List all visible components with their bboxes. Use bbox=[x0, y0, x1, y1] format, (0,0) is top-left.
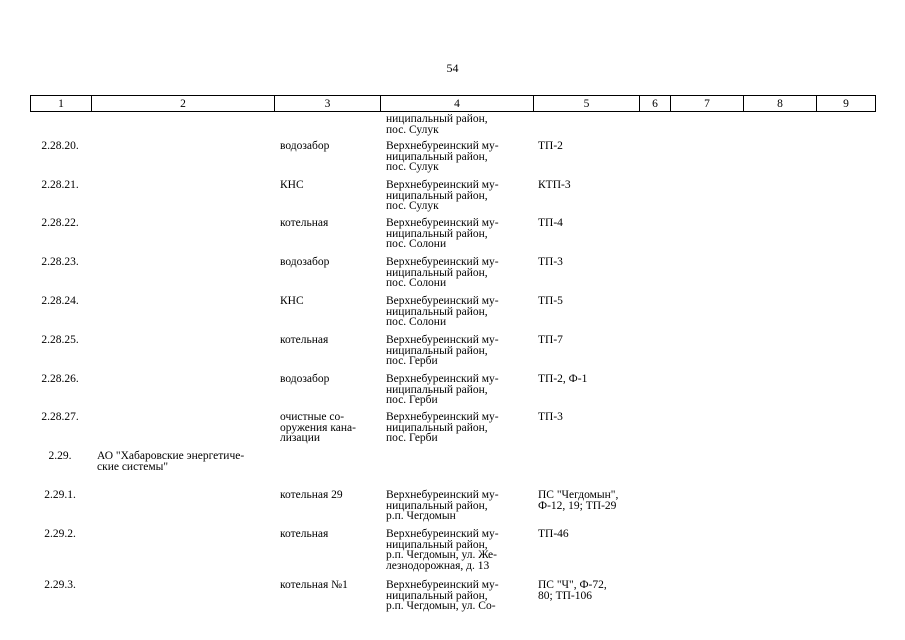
cell-object bbox=[280, 296, 375, 307]
cell-location-line: пос. Солони bbox=[386, 316, 447, 329]
column-header-8: 8 bbox=[744, 96, 817, 112]
cell-power-source bbox=[538, 257, 648, 268]
cell-power-source-line: ТП-3 bbox=[538, 411, 563, 423]
cell-location-line: ниципальный район, bbox=[386, 227, 488, 240]
cell-location-line: ниципальный район, bbox=[386, 266, 488, 279]
cell-number: 2.28.27. bbox=[41, 411, 79, 423]
cell-number: 2.28.21. bbox=[41, 179, 79, 191]
cell-object-line: водозабор bbox=[280, 256, 330, 268]
cell-object-line: очистные со- bbox=[280, 411, 345, 423]
cell-power-source-line: ТП-3 bbox=[538, 256, 563, 268]
cell-location-line: Верхнебуреинский му- bbox=[386, 295, 499, 307]
cell-object-line: КНС bbox=[280, 295, 304, 307]
cell-object-line: водозабор bbox=[280, 373, 330, 385]
cell-location-line: пос. Солони bbox=[386, 277, 447, 290]
cell-location bbox=[386, 490, 526, 522]
cell-location bbox=[386, 374, 526, 406]
column-header-6: 6 bbox=[640, 96, 671, 112]
cell-number: 2.29.1. bbox=[44, 489, 76, 501]
cell-power-source bbox=[538, 218, 648, 229]
cell-object-line: котельная №1 bbox=[280, 579, 348, 591]
cell-number: 2.28.26. bbox=[41, 373, 79, 385]
cell-location-line: ниципальный район, bbox=[386, 589, 488, 602]
cell-object bbox=[280, 412, 375, 444]
cell-location-line: Верхнебуреинский му- bbox=[386, 579, 499, 591]
cell-object bbox=[280, 490, 375, 501]
cell-object-line: котельная 29 bbox=[280, 489, 343, 501]
cell-power-source-line: ТП-2 bbox=[538, 140, 563, 152]
cell-location-line: Верхнебуреинский му- bbox=[386, 140, 499, 152]
cell-location bbox=[386, 335, 526, 367]
cell-location-line: Верхнебуреинский му- bbox=[386, 373, 499, 385]
cell-location-line: Верхнебуреинский му- bbox=[386, 334, 499, 346]
cell-location-line: пос. Герби bbox=[386, 432, 438, 445]
cell-power-source bbox=[538, 490, 648, 511]
cell-power-source bbox=[538, 412, 648, 423]
cell-number: 2.29. bbox=[48, 450, 72, 462]
cell-power-source-line: КТП-3 bbox=[538, 179, 571, 191]
column-header-1: 1 bbox=[31, 96, 92, 112]
column-header-4: 4 bbox=[381, 96, 534, 112]
cell-power-source-line: ТП-7 bbox=[538, 334, 563, 346]
column-header-5: 5 bbox=[534, 96, 640, 112]
cell-location-line: р.п. Чегдомын, ул. Со- bbox=[386, 600, 496, 613]
cell-location bbox=[386, 257, 526, 289]
cell-number: 2.28.23. bbox=[41, 256, 79, 268]
column-header-3: 3 bbox=[275, 96, 381, 112]
cell-location-line: р.п. Чегдомын bbox=[386, 510, 456, 523]
cell-location-line: Верхнебуреинский му- bbox=[386, 411, 499, 423]
cell-location bbox=[386, 580, 526, 612]
cell-location-line: Верхнебуреинский му- bbox=[386, 256, 499, 268]
cell-organization-line: АО "Хабаровские энергетиче- bbox=[97, 450, 245, 462]
cell-location-line: пос. Сулук bbox=[386, 161, 439, 174]
cell-power-source-line: ТП-4 bbox=[538, 217, 563, 229]
cell-object-line: котельная bbox=[280, 217, 329, 229]
cell-power-source bbox=[538, 580, 648, 601]
cell-power-source-line: 80; ТП-106 bbox=[538, 589, 592, 602]
cell-object-line: котельная bbox=[280, 334, 329, 346]
cell-location-line: пос. Солони bbox=[386, 238, 447, 251]
cell-location-line: ниципальный район, bbox=[386, 344, 488, 357]
cell-location bbox=[386, 141, 526, 173]
cell-object bbox=[280, 180, 375, 191]
cell-power-source-line: Ф-12, 19; ТП-29 bbox=[538, 499, 617, 512]
cell-location-line: р.п. Чегдомын, ул. Же- bbox=[386, 549, 497, 562]
cell-location-line: Верхнебуреинский му- bbox=[386, 528, 499, 540]
cell-power-source bbox=[538, 296, 648, 307]
column-header-9: 9 bbox=[817, 96, 876, 112]
cell-location-line: Верхнебуреинский му- bbox=[386, 179, 499, 191]
cell-number: 2.29.3. bbox=[44, 579, 76, 591]
cell-number: 2.28.25. bbox=[41, 334, 79, 346]
cell-location-line: ниципальный район, bbox=[386, 305, 488, 318]
cell-organization bbox=[97, 451, 277, 472]
table-header bbox=[30, 95, 876, 112]
cell-location bbox=[386, 180, 526, 212]
cell-power-source bbox=[538, 180, 648, 191]
cell-power-source-line: ТП-5 bbox=[538, 295, 563, 307]
cell-location-line: ниципальный район, bbox=[386, 538, 488, 551]
cell-number: 2.28.24. bbox=[41, 295, 79, 307]
cell-location-line: ниципальный район, bbox=[386, 189, 488, 202]
cell-object-line: котельная bbox=[280, 528, 329, 540]
cell-power-source bbox=[538, 374, 648, 385]
cell-object bbox=[280, 580, 375, 591]
cell-power-source bbox=[538, 529, 648, 540]
cell-location-line: ниципальный район, bbox=[386, 150, 488, 163]
cell-location bbox=[386, 114, 526, 135]
cell-location-line: пос. Герби bbox=[386, 394, 438, 407]
column-header-2: 2 bbox=[92, 96, 275, 112]
cell-location bbox=[386, 218, 526, 250]
cell-power-source-line: ПС "Чегдомын", bbox=[538, 489, 619, 501]
cell-power-source bbox=[538, 335, 648, 346]
cell-power-source-line: ТП-46 bbox=[538, 528, 569, 540]
cell-location-line: лезнодорожная, д. 13 bbox=[386, 559, 490, 572]
cell-location-line: Верхнебуреинский му- bbox=[386, 489, 499, 501]
cell-object bbox=[280, 141, 375, 152]
cell-object bbox=[280, 529, 375, 540]
cell-location-line: ниципальный район, bbox=[386, 421, 488, 434]
cell-location-line: ниципальный район, bbox=[386, 383, 488, 396]
cell-power-source bbox=[538, 141, 648, 152]
cell-object bbox=[280, 335, 375, 346]
cell-object bbox=[280, 374, 375, 385]
cell-organization-line: ские системы" bbox=[97, 460, 169, 473]
table-body bbox=[30, 112, 876, 640]
page-number: 54 bbox=[446, 61, 459, 75]
cell-location-line: пос. Сулук bbox=[386, 123, 439, 136]
cell-object-line: лизации bbox=[280, 432, 321, 445]
cell-power-source-line: ПС "Ч", Ф-72, bbox=[538, 579, 607, 591]
cell-object-line: оружения кана- bbox=[280, 421, 356, 434]
cell-location-line: Верхнебуреинский му- bbox=[386, 217, 499, 229]
cell-location-line: ниципальный район, bbox=[386, 499, 488, 512]
cell-location-line: пос. Сулук bbox=[386, 200, 439, 213]
cell-object-line: КНС bbox=[280, 179, 304, 191]
cell-number: 2.28.22. bbox=[41, 217, 79, 229]
cell-object bbox=[280, 257, 375, 268]
column-header-7: 7 bbox=[671, 96, 744, 112]
cell-power-source-line: ТП-2, Ф-1 bbox=[538, 373, 588, 385]
cell-location bbox=[386, 529, 526, 571]
cell-object-line: водозабор bbox=[280, 140, 330, 152]
cell-location-line: ниципальный район, bbox=[386, 113, 488, 125]
cell-location-line: пос. Герби bbox=[386, 355, 438, 368]
cell-object bbox=[280, 218, 375, 229]
cell-location bbox=[386, 412, 526, 444]
cell-number: 2.29.2. bbox=[44, 528, 76, 540]
cell-location bbox=[386, 296, 526, 328]
cell-number: 2.28.20. bbox=[41, 140, 79, 152]
